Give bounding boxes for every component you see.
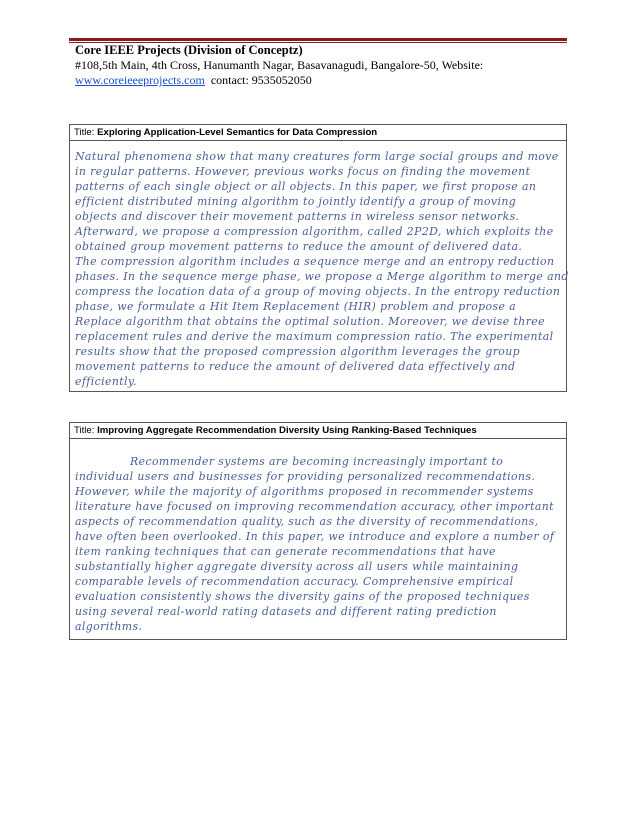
abstract-line: individual users and businesses for providing personalized recommendations. xyxy=(75,470,536,483)
project-title: Improving Aggregate Recommendation Diversity Using Ranking-Based Techniques xyxy=(97,425,477,436)
abstract-line: efficient distributed mining algorithm to jointly identify a group of moving xyxy=(75,195,517,208)
abstract-line: However, while the majority of algorithms proposed in recommender systems xyxy=(75,485,534,498)
abstract-line: objects and discover their movement patterns in wireless sensor networks. xyxy=(75,210,520,223)
project-title-bar xyxy=(70,423,566,439)
abstract-line: Recommender systems are becoming increasingly important to xyxy=(130,455,504,468)
project-box-2 xyxy=(69,422,567,640)
abstract-line: efficiently. xyxy=(75,375,137,388)
abstract-line: Afterward, we propose a compression algorithm, called 2P2D, which exploits the xyxy=(75,225,554,238)
abstract-line: The compression algorithm includes a sequence merge and an entropy reduction xyxy=(75,255,555,268)
abstract-line: substantially higher aggregate diversity across all users while maintaining xyxy=(75,560,519,573)
contact-line xyxy=(75,73,565,88)
website-link[interactable]: www.coreieeeprojects.com xyxy=(75,73,205,87)
abstract-line: obtained group movement patterns to reduce the amount of delivered data. xyxy=(75,240,523,253)
letterhead xyxy=(75,43,565,88)
project-box-1 xyxy=(69,124,567,392)
abstract-line: movement patterns to reduce the amount of delivered data effectively and xyxy=(75,360,516,373)
project-title-bar xyxy=(70,125,566,141)
title-prefix: Title: xyxy=(74,425,98,436)
abstract-line: algorithms. xyxy=(75,620,143,633)
abstract-line: item ranking techniques that can generate recommendations that have xyxy=(75,545,496,558)
abstract-line: Natural phenomena show that many creatures form large social groups and move xyxy=(75,150,559,163)
abstract-line: Replace algorithm that obtains the optimal solution. Moreover, we devise three xyxy=(75,315,545,328)
project-title: Exploring Application-Level Semantics for Data Compression xyxy=(97,127,378,138)
company-address: #108,5th Main, 4th Cross, Hanumanth Nagar, Basavanagudi, Bangalore-50, Website: xyxy=(75,58,484,72)
project-abstract xyxy=(70,141,569,389)
abstract-line: in regular patterns. However, previous works focus on finding the movement xyxy=(75,165,531,178)
abstract-line: phase, we formulate a Hit Item Replacement (HIR) problem and propose a xyxy=(75,300,517,313)
abstract-line: comparable levels of recommendation accuracy. Comprehensive empirical xyxy=(75,575,514,588)
abstract-line: compress the location data of a group of moving objects. In the entropy reduction xyxy=(75,285,561,298)
project-abstract xyxy=(70,439,566,634)
abstract-line: results show that the proposed compression algorithm leverages the group xyxy=(75,345,521,358)
contact-number: contact: 9535052050 xyxy=(204,73,312,87)
title-prefix: Title: xyxy=(74,127,98,138)
abstract-line: replacement rules and derive the maximum compression ratio. The experimental xyxy=(75,330,554,343)
abstract-line: literature have focused on improving recommendation accuracy, other important xyxy=(75,500,554,513)
abstract-line: patterns of each single object or all objects. In this paper, we first propose an xyxy=(75,180,537,193)
abstract-line: using several real-world rating datasets and different rating prediction xyxy=(75,605,497,618)
abstract-line: aspects of recommendation quality, such as the diversity of recommendations, xyxy=(75,515,539,528)
abstract-line: have often been overlooked. In this paper, we introduce and explore a number of xyxy=(75,530,555,543)
abstract-line: evaluation consistently shows the diversity gains of the proposed techniques xyxy=(75,590,530,603)
header-rule-thick xyxy=(69,38,567,41)
company-name: Core IEEE Projects (Division of Conceptz) xyxy=(75,43,303,57)
abstract-line: phases. In the sequence merge phase, we propose a Merge algorithm to merge and xyxy=(75,270,569,283)
